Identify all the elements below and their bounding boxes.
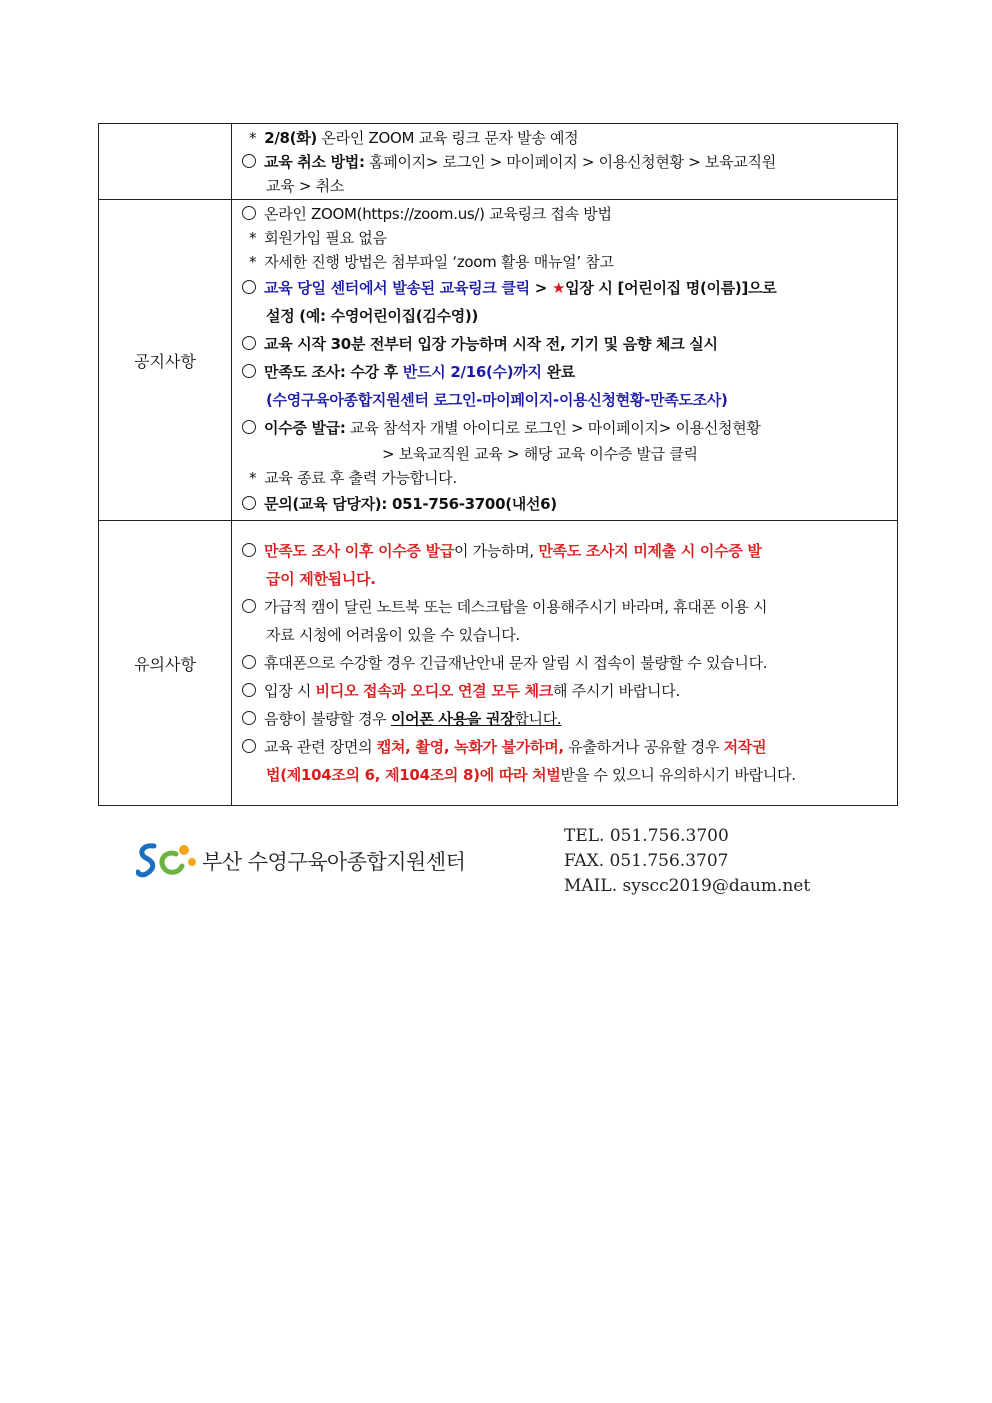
text-run: 휴대폰으로 수강할 경우 긴급재난안내 문자 알림 시 접속이 불량할 수 있습니다.: [264, 654, 768, 672]
text-run: 교육 참석자 개별 아이디로 로그인 > 마이페이지> 이용신청현황: [345, 419, 761, 437]
circle-bullet-icon: [242, 599, 256, 613]
list-item: [242, 250, 889, 274]
text-run: 온라인 ZOOM(https://zoom.us/) 교육링크 접속 방법: [264, 205, 612, 223]
text-run: 합니다.: [514, 710, 562, 728]
text-run: 저작권: [723, 738, 767, 756]
text-run: ★: [551, 279, 566, 297]
circle-bullet-icon: [242, 280, 256, 294]
circle-bullet-icon: [242, 683, 256, 697]
fax: FAX. 051.756.3707: [564, 851, 729, 871]
list-item: [242, 649, 889, 677]
tel: TEL. 051.756.3700: [564, 826, 729, 846]
text-run: 온라인 ZOOM 교육 링크 문자 발송 예정: [316, 128, 579, 147]
circle-bullet-icon: [242, 711, 256, 725]
text-run: 2/8(화): [264, 128, 317, 147]
text-run: 자세한 진행 방법은 첨부파일 ‘zoom 활용 매뉴얼’ 참고: [264, 253, 614, 271]
text-run: 이수증 발급:: [264, 419, 346, 437]
circle-bullet-icon: [242, 420, 256, 434]
text-run: 교육 취소 방법:: [264, 152, 365, 171]
asterisk-bullet: *: [249, 229, 257, 247]
text-run: 문의(교육 담당자): 051-756-3700(내선6): [264, 495, 557, 513]
asterisk-bullet: *: [249, 128, 257, 147]
text-run: 입장 시 [어린이집 명(이름)]으로: [565, 279, 777, 297]
circle-bullet-icon: [242, 496, 256, 510]
notice-label: 공지사항: [99, 200, 232, 521]
list-item: [242, 174, 889, 198]
row-caution: [99, 521, 898, 806]
text-run: 이어폰 사용을 권장: [390, 710, 515, 728]
text-run: 유출하거나 공유할 경우: [563, 738, 724, 756]
text-run: 반드시 2/16(수)까지: [402, 363, 542, 381]
text-run: 교육 > 취소: [266, 176, 344, 195]
list-item: [242, 126, 889, 150]
list-item: [242, 414, 889, 442]
list-item: [242, 593, 889, 621]
list-item: [242, 386, 889, 414]
footer: [136, 826, 896, 908]
list-item: [242, 302, 889, 330]
sc-logo-icon: [136, 840, 198, 880]
row-notice: [99, 200, 898, 521]
mail: MAIL. syscc2019@daum.net: [564, 876, 811, 896]
circle-bullet-icon: [242, 655, 256, 669]
text-run: 만족도 조사 이후 이수증 발급: [264, 542, 454, 560]
caution-content: [232, 521, 898, 806]
text-run: > 보육교직원 교육 > 해당 교육 이수증 발급 클릭: [382, 445, 698, 463]
text-run: 캡쳐, 촬영, 녹화가 불가하며,: [376, 738, 564, 756]
text-run: 비디오 접속과 오디오 연결 모두 체크: [315, 682, 553, 700]
list-item: [242, 761, 889, 789]
circle-bullet-icon: [242, 739, 256, 753]
text-run: (수영구육아종합지원센터 로그인-마이페이지-이용신청현황-만족도조사): [266, 391, 728, 409]
list-item: [242, 150, 889, 174]
text-run: 설정 (예: 수영어린이집(김수영)): [266, 307, 479, 325]
list-item: [242, 677, 889, 705]
list-item: [242, 226, 889, 250]
text-run: 교육 관련 장면의: [264, 738, 377, 756]
row-schedule: [99, 124, 898, 200]
circle-bullet-icon: [242, 206, 256, 220]
row-schedule-content: [232, 124, 898, 200]
text-run: 회원가입 필요 없음: [264, 229, 387, 247]
circle-bullet-icon: [242, 336, 256, 350]
text-run: >: [529, 279, 552, 297]
text-run: 이 가능하며,: [453, 542, 539, 560]
list-item: [242, 705, 889, 733]
org-name: 부산 수영구육아종합지원센터: [202, 850, 466, 874]
text-run: 급이 제한됩니다.: [266, 570, 376, 588]
text-run: 음향이 불량할 경우: [264, 710, 391, 728]
circle-bullet-icon: [242, 154, 256, 168]
text-run: 만족도 조사: 수강 후: [264, 363, 403, 381]
list-item: [242, 330, 889, 358]
list-item: [242, 490, 889, 518]
text-run: 해 주시기 바랍니다.: [552, 682, 680, 700]
circle-bullet-icon: [242, 543, 256, 557]
list-item: [242, 565, 889, 593]
text-run: 자료 시청에 어려움이 있을 수 있습니다.: [266, 626, 520, 644]
text-run: 만족도 조사지 미제출 시 이수증 발: [538, 542, 762, 560]
list-item: [242, 442, 889, 466]
notice-table: [98, 123, 898, 806]
text-run: 완료: [541, 363, 575, 381]
notice-content: [232, 200, 898, 521]
text-run: 교육 시작 30분 전부터 입장 가능하며 시작 전, 기기 및 음향 체크 실시: [264, 335, 718, 353]
asterisk-bullet: *: [249, 469, 257, 487]
row-schedule-label: [99, 124, 232, 200]
text-run: 받을 수 있으니 유의하시기 바랍니다.: [560, 766, 796, 784]
caution-label: 유의사항: [99, 521, 232, 806]
list-item: [242, 537, 889, 565]
text-run: 법(제104조의 6, 제104조의 8)에 따라 처벌: [266, 766, 561, 784]
text-run: 교육 종료 후 출력 가능합니다.: [264, 469, 457, 487]
list-item: [242, 621, 889, 649]
contact-info: [564, 824, 810, 899]
list-item: [242, 274, 889, 302]
text-run: 홈페이지> 로그인 > 마이페이지 > 이용신청현황 > 보육교직원: [364, 152, 776, 171]
text-run: 가급적 캠이 달린 노트북 또는 데스크탑을 이용해주시기 바라며, 휴대폰 이용 시: [264, 598, 768, 616]
circle-bullet-icon: [242, 364, 256, 378]
list-item: [242, 358, 889, 386]
list-item: [242, 202, 889, 226]
text-run: 교육 당일 센터에서 발송된 교육링크 클릭: [264, 279, 530, 297]
text-run: 입장 시: [264, 682, 316, 700]
list-item: [242, 466, 889, 490]
asterisk-bullet: *: [249, 253, 257, 271]
list-item: [242, 733, 889, 761]
